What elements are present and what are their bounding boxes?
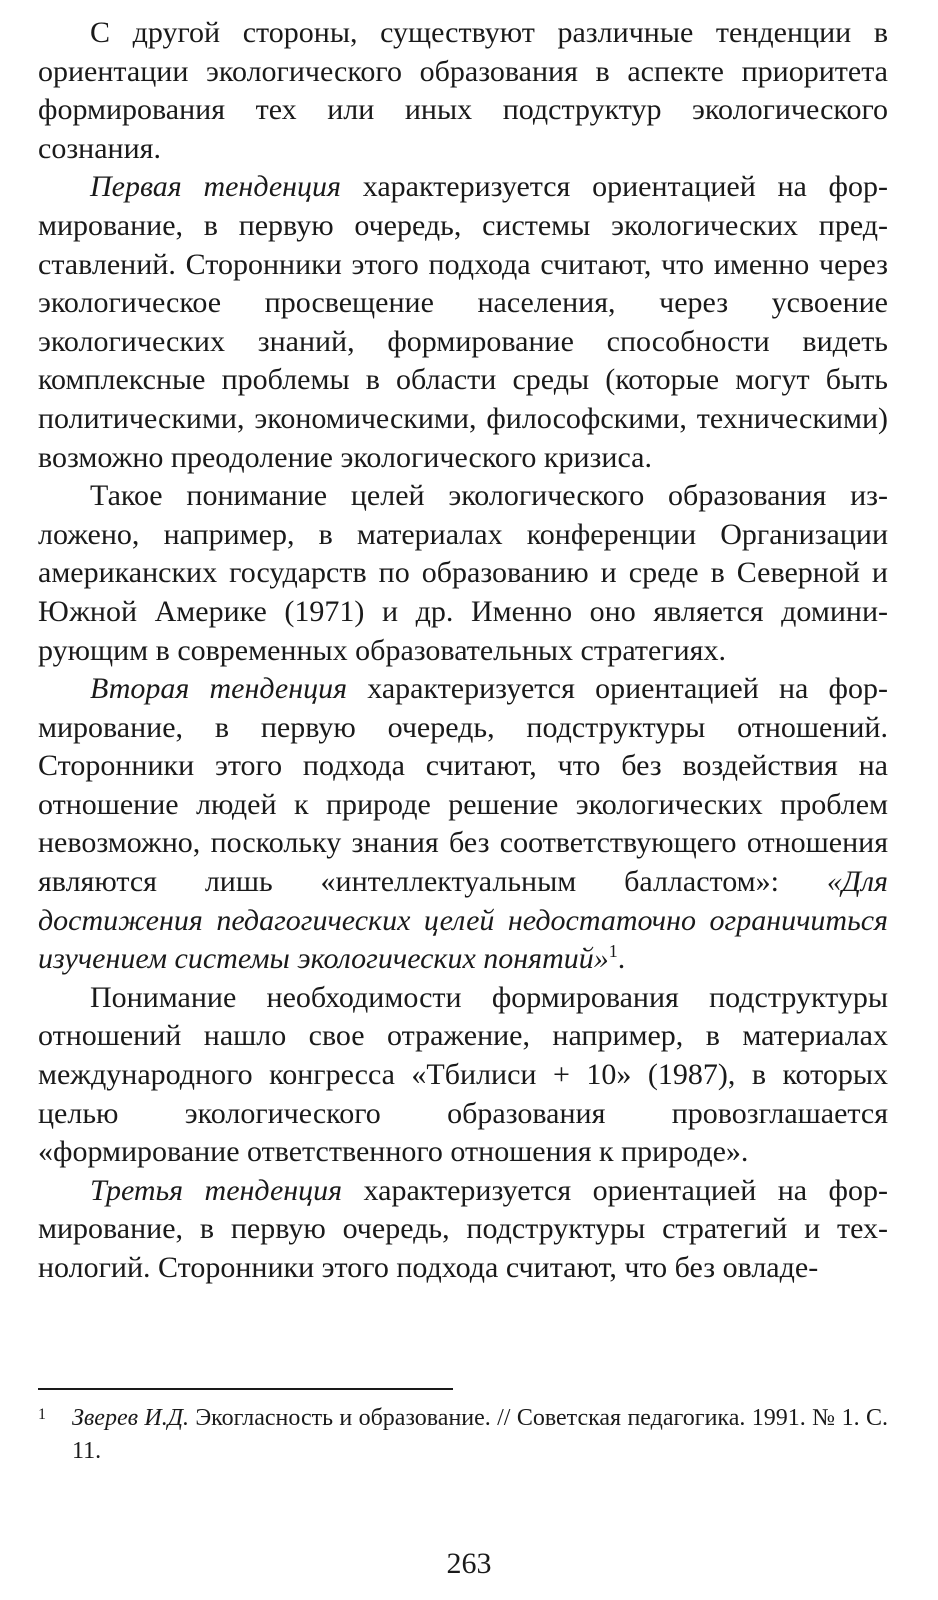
paragraph-5-text: Понимание необходимости формирования подструктуры отношений нашло свое отражение, например, в материалах международного конгресса «Тбилиси + 10» (1987), в которых целью экологического образования провозглашается «формирование ответственного отношения к природе».	[38, 980, 888, 1169]
paragraph-6-text: характеризуется ориентацией на формирование, в первую очередь, подструктуры стратегий и технологий. Сторонники этого подхода считают, что без овладе-	[38, 1173, 888, 1284]
paragraph-4-end: .	[617, 942, 626, 976]
footnote-reference[interactable]: 1	[608, 941, 618, 962]
paragraph-1-text: С другой стороны, существуют различные тенденции в ориентации экологического образования в аспекте приоритета формирования тех или иных подструктур экологического сознания.	[38, 16, 888, 165]
page-body	[38, 14, 888, 1288]
paragraph-4-text: характеризуется ориентацией на формирование, в первую очередь, подструктуры отношений. Сторонники этого подхода считают, что без воздействия на отношение людей к природе решение экологических проблем невозможно, поскольку знания без соответствующего отношения являются лишь «интеллектуальным балластом»:	[38, 672, 888, 899]
footnote-text: Экогласность и образование. // Советская педагогика. 1991. № 1. С. 11.	[72, 1405, 889, 1464]
third-tendency-term: Третья тенденция	[90, 1173, 343, 1207]
paragraph-3-text: Такое понимание целей экологического образования изложено, например, в материалах конференции Организации американских государств по образованию и среде в Северной и Южной Америке (1971) и др. Именно оно является доминирующим в современных образовательных стратегиях.	[38, 479, 888, 667]
footnote-mark: 1	[38, 1406, 46, 1423]
paragraph-2	[38, 168, 888, 477]
paragraph-1	[38, 14, 888, 168]
page-number: 263	[446, 1547, 492, 1580]
paragraph-5	[38, 979, 888, 1172]
paragraph-4	[38, 670, 888, 979]
first-tendency-term: Первая тенденция	[90, 170, 342, 204]
footnote-author: Зверев И.Д.	[72, 1405, 189, 1431]
footnote-separator	[38, 1388, 453, 1390]
second-tendency-term: Вторая тенденция	[90, 672, 348, 706]
paragraph-2-text: характеризуется ориентацией на формирование, в первую очередь, системы экологических представлений. Сторонники этого подхода считают, что именно через экологическое просвещение населения, через усвоение экологических знаний, формирование способности видеть комплексные проблемы в области среды (которые могут быть политическими, экономическими, философскими, техническими) возможно преодоление экологического кризиса.	[38, 170, 888, 474]
paragraph-6	[38, 1172, 888, 1288]
zverev-quote: «Для достижения педагогических целей недостаточно ограничиться изучением системы экологических понятий»	[38, 865, 888, 976]
footnote-body	[38, 1402, 888, 1468]
footnote	[38, 1402, 888, 1468]
paragraph-3	[38, 477, 888, 670]
